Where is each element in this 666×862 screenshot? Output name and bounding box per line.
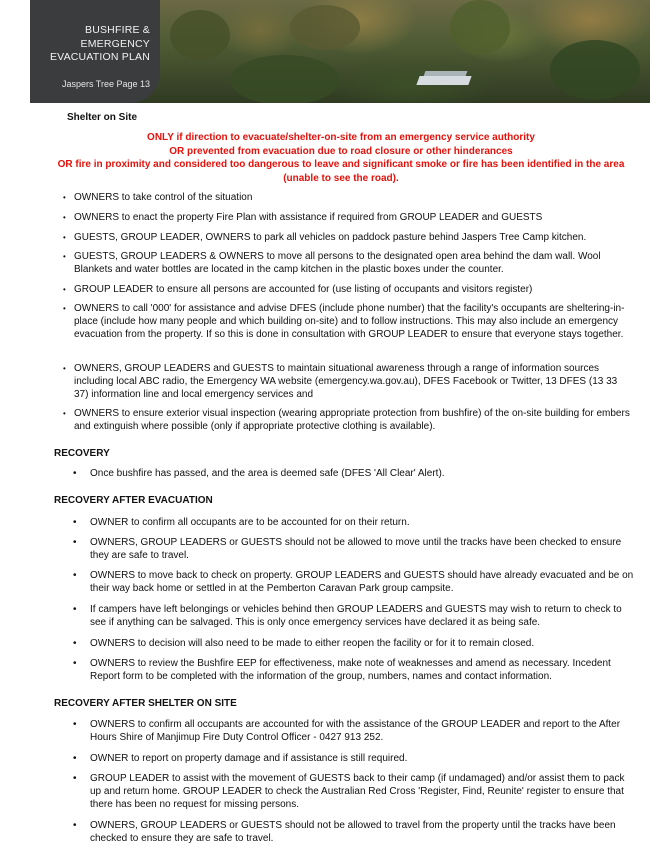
section-heading-recovery: RECOVERY <box>54 448 110 459</box>
title-line: EMERGENCY <box>80 37 150 50</box>
list-item: • GUESTS, GROUP LEADERS & OWNERS to move all persons to the designated open area behind the dam wall. Wool Blankets and water bottles are located in the camp kitchen in the plastic boxes under the counter. <box>63 251 601 276</box>
warning-line: OR prevented from evacuation due to road closure or other hinderances <box>169 145 513 157</box>
list-item: • OWNERS, GROUP LEADERS and GUESTS to maintain situational awareness through a range of information sources including local ABC radio, the Emergency WA website (emergency.wa.gov.au), DFES Facebook or Twitter, 13 DFES (13 33 37) information line and local emergency services and <box>63 363 618 401</box>
list-item: • OWNERS to confirm all occupants are accounted for with the assistance of the GROUP LEADER and report to the After Hours Shire of Manjimup Fire Duty Control Officer - 0427 913 252. <box>73 719 621 744</box>
warning-line: (unable to see the road). <box>283 172 399 184</box>
list-item: • If campers have left belongings or vehicles behind then GROUP LEADERS and GUESTS may wish to return to check to see if anything can be salvaged. This is only once emergency services have declared it as being safe. <box>73 604 622 629</box>
list-item: • OWNERS to decision will also need to be made to either reopen the facility or for it to remain closed. <box>73 638 535 649</box>
list-item: • OWNERS, GROUP LEADERS or GUESTS should not be allowed to travel from the property until the tracks have been checked to ensure they are safe to travel. <box>73 820 616 845</box>
warning-line: ONLY if direction to evacuate/shelter-on-site from an emergency service authority <box>147 132 535 143</box>
list-item: • OWNERS, GROUP LEADERS or GUESTS should not be allowed to move until the tracks have been checked to ensure they are safe to travel. <box>73 537 622 562</box>
list-item: • OWNERS to call '000' for assistance and advise DFES (include phone number) that the facility's occupants are sheltering-in-place (include how many people and which building on-site) and to follow instructions. This may also include an emergency evacuation from the property. If so this is done in consultation with GROUP LEADER to ensure that everyone stays together. <box>63 303 625 341</box>
list-item: • OWNERS to ensure exterior visual inspection (wearing appropriate protection from bushfire) of the on-site building for embers and extinguish where possible (only if appropriate protective clothing is available). <box>63 408 630 433</box>
list-item: • Once bushfire has passed, and the area is deemed safe (DFES 'All Clear' Alert). <box>73 468 445 479</box>
building-image <box>416 76 471 85</box>
section-heading-recovery-shelter: RECOVERY AFTER SHELTER ON SITE <box>54 698 237 709</box>
page-label: Jaspers Tree Page 13 <box>61 79 150 89</box>
list-item: • OWNERS to take control of the situation <box>63 192 253 203</box>
section-heading-shelter: Shelter on Site <box>67 112 138 123</box>
list-item: • OWNERS to move back to check on property. GROUP LEADERS and GUESTS should have already evacuated and be on their way back home or settled in at the Pemberton Caravan Park group campsite. <box>73 570 634 595</box>
list-item: • OWNER to report on property damage and if assistance is still required. <box>73 753 408 764</box>
list-item: • GROUP LEADER to assist with the movement of GUESTS back to their camp (if undamaged) and/or assist them to pack up and return home. GROUP LEADER to check the Australian Red Cross 'Register, Find, Reunite' register to ensure that there has been no request for missing persons. <box>73 773 625 811</box>
warning-line: OR fire in proximity and considered too dangerous to leave and significant smoke or fire has been identified in the area <box>57 159 625 170</box>
title-box <box>30 0 160 103</box>
list-item: • GUESTS, GROUP LEADER, OWNERS to park all vehicles on paddock pasture behind Jaspers Tree Camp kitchen. <box>63 232 587 243</box>
header-banner-photo <box>30 0 650 103</box>
title-line: EVACUATION PLAN <box>49 51 150 63</box>
document-title <box>50 24 150 65</box>
list-item: • OWNERS to review the Bushfire EEP for effectiveness, make note of weaknesses and amend as necessary. Incedent Report form to be completed with the information of the group, numbers, names and contact information. <box>73 658 611 683</box>
list-item: • OWNERS to enact the property Fire Plan with assistance if required from GROUP LEADER and GUESTS <box>63 212 543 223</box>
list-item: • GROUP LEADER to ensure all persons are accounted for (use listing of occupants and visitors register) <box>63 284 533 295</box>
shelter-warning <box>54 131 628 185</box>
title-line: BUSHFIRE & <box>84 24 150 36</box>
section-heading-recovery-evacuation: RECOVERY AFTER EVACUATION <box>54 495 213 506</box>
list-item: • OWNER to confirm all occupants are to be accounted for on their return. <box>73 517 410 528</box>
